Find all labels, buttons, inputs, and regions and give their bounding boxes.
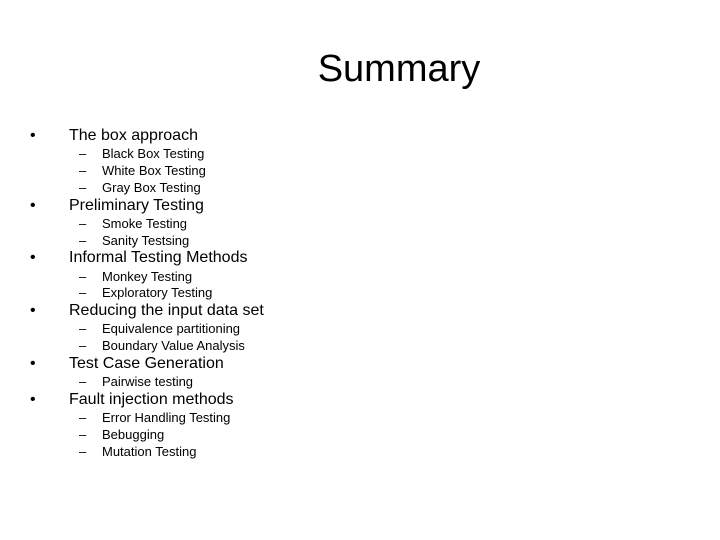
bullet-item-informal-testing: Informal Testing Methods — [69, 249, 248, 266]
sub-bullet-marker: – — [79, 269, 87, 284]
bullet-marker: • — [30, 302, 36, 319]
sub-bullet-marker: – — [79, 444, 87, 459]
sub-bullet-marker: – — [79, 216, 87, 231]
sub-item: Equivalence partitioning — [102, 321, 241, 336]
sub-item: Bebugging — [102, 427, 165, 442]
sub-bullet-marker: – — [79, 338, 87, 353]
bullet-marker: • — [30, 197, 36, 214]
sub-item: White Box Testing — [102, 163, 206, 178]
sub-item: Monkey Testing — [102, 269, 193, 284]
sub-item: Exploratory Testing — [102, 285, 213, 300]
bullet-item-preliminary-testing: Preliminary Testing — [69, 197, 204, 214]
bullet-marker: • — [30, 127, 36, 144]
sub-item: Error Handling Testing — [102, 410, 231, 425]
sub-bullet-marker: – — [79, 410, 87, 425]
sub-item: Boundary Value Analysis — [102, 338, 245, 353]
sub-bullet-marker: – — [79, 321, 87, 336]
bullet-item-reducing-input: Reducing the input data set — [69, 302, 264, 319]
sub-bullet-marker: – — [79, 285, 87, 300]
bullet-item-box-approach: The box approach — [69, 127, 198, 144]
slide-title: Summary — [317, 48, 481, 90]
sub-item: Pairwise testing — [102, 374, 194, 389]
bullet-item-fault-injection: Fault injection methods — [69, 391, 234, 408]
sub-bullet-marker: – — [79, 163, 87, 178]
sub-item: Gray Box Testing — [102, 180, 201, 195]
bullet-item-test-case-generation: Test Case Generation — [69, 355, 224, 372]
sub-item: Black Box Testing — [102, 146, 205, 161]
bullet-marker: • — [30, 391, 36, 408]
sub-bullet-marker: – — [79, 180, 87, 195]
sub-item: Smoke Testing — [102, 216, 188, 231]
sub-bullet-marker: – — [79, 233, 87, 248]
bullet-marker: • — [30, 355, 36, 372]
sub-bullet-marker: – — [79, 427, 87, 442]
sub-bullet-marker: – — [79, 146, 87, 161]
sub-item: Mutation Testing — [102, 444, 197, 459]
sub-bullet-marker: – — [79, 374, 87, 389]
bullet-marker: • — [30, 249, 36, 266]
sub-item: Sanity Testsing — [102, 233, 190, 248]
